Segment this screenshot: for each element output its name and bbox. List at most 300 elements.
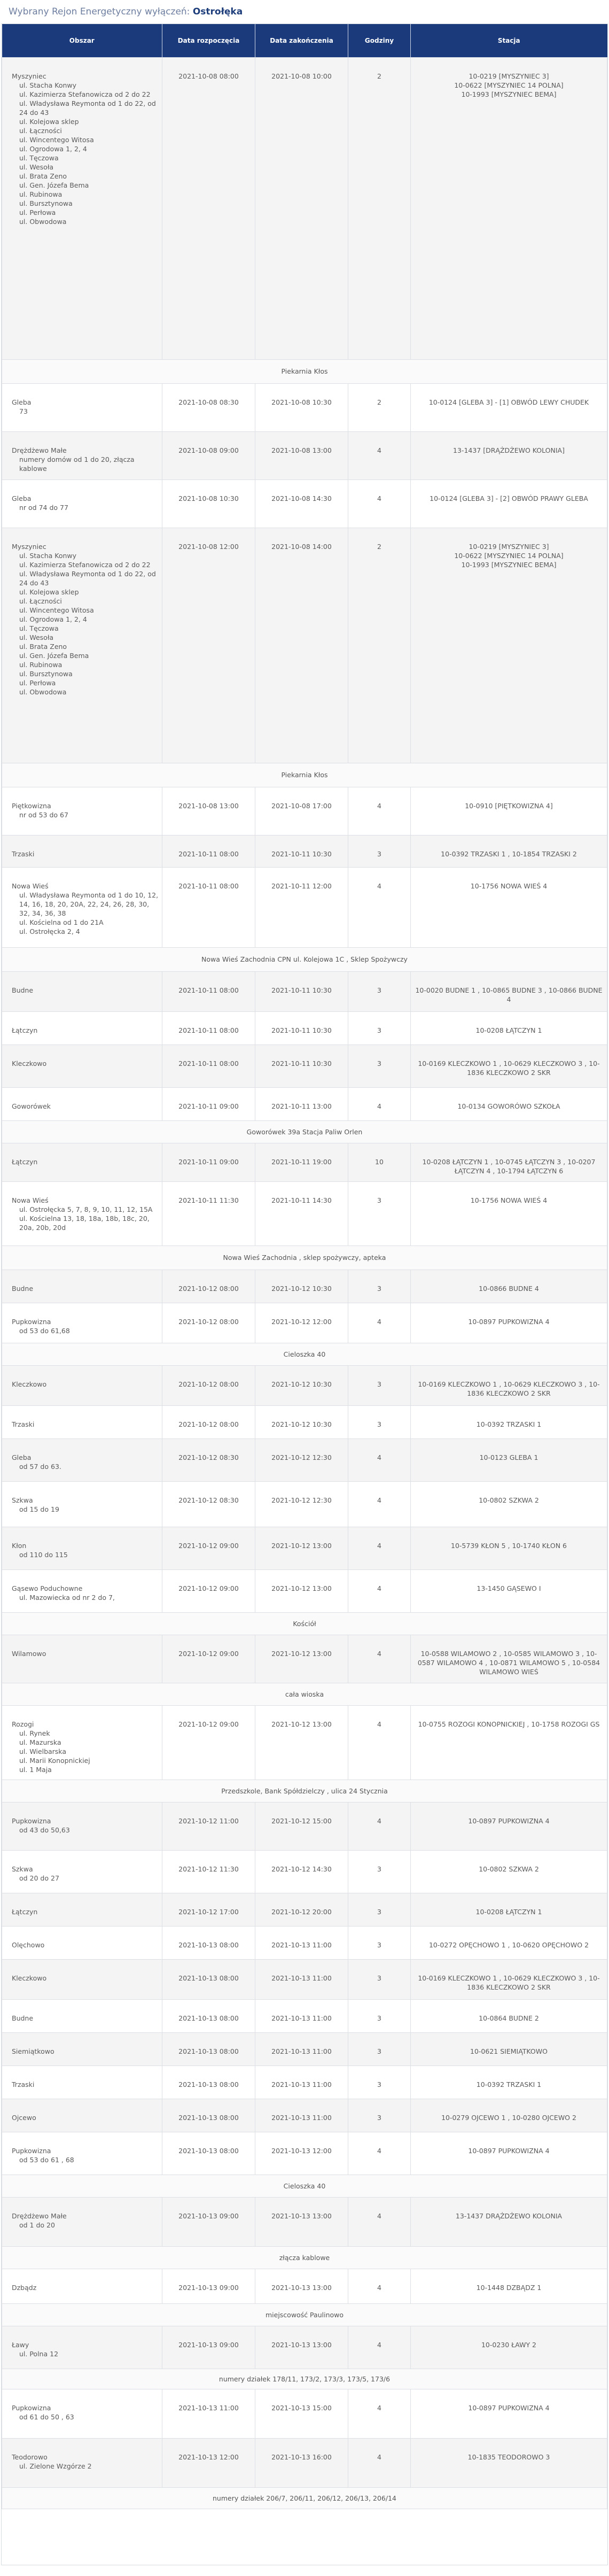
table-row xyxy=(2,2269,607,2303)
end-date-cell: 2021-10-08 14:00 xyxy=(255,528,348,763)
area-name: Gąsewo Poduchowne xyxy=(12,1584,83,1592)
station-cell xyxy=(411,787,607,835)
area-street: ul. Gen. Józefa Bema xyxy=(19,651,89,660)
station-cell xyxy=(411,1303,607,1343)
area-street: ul. Stacha Konwy xyxy=(19,81,77,89)
area-cell xyxy=(2,1893,162,1926)
area-cell xyxy=(2,1011,162,1045)
start-date-cell: 2021-10-13 08:00 xyxy=(162,2032,255,2066)
station-cell xyxy=(411,1926,607,1959)
station-line: 10-0208 ŁĄTCZYN 1 xyxy=(475,1907,542,1916)
start-date-cell: 2021-10-12 08:00 xyxy=(162,1303,255,1343)
table-row xyxy=(2,2099,607,2132)
station-cell xyxy=(411,1999,607,2032)
station-line: 10-5739 KŁON 5 , 10-1740 KŁON 6 xyxy=(451,1541,567,1550)
region-name: Ostrołęka xyxy=(192,6,243,17)
area-name: Szkwa xyxy=(12,1496,33,1504)
area-cell xyxy=(2,2197,162,2246)
area-name: Rozogi xyxy=(12,1720,34,1728)
start-date-cell: 2021-10-12 09:00 xyxy=(162,1527,255,1569)
station-line: 10-0392 TRZASKI 1 xyxy=(476,2080,542,2088)
area-name: Budne xyxy=(12,2014,34,2022)
hours-cell: 3 xyxy=(348,1011,411,1045)
area-name: Ojcewo xyxy=(12,2113,36,2122)
station-cell xyxy=(411,1959,607,1999)
hours-cell: 3 xyxy=(348,1045,411,1087)
start-date-cell: 2021-10-12 17:00 xyxy=(162,1893,255,1926)
end-date-cell: 2021-10-12 13:00 xyxy=(255,1527,348,1569)
station-line: 10-0864 BUDNE 2 xyxy=(479,2014,539,2022)
area-street: ul. Łączności xyxy=(19,597,62,605)
station-line: 10-1448 DZBĄDZ 1 xyxy=(476,2283,542,2292)
area-street: ul. Stacha Konwy xyxy=(19,551,77,560)
end-date-cell: 2021-10-12 12:00 xyxy=(255,1303,348,1343)
area-cell xyxy=(2,1438,162,1481)
end-date-cell: 2021-10-13 11:00 xyxy=(255,2032,348,2066)
station-cell xyxy=(411,2066,607,2099)
table-row xyxy=(2,1045,607,1087)
station-line: 10-0392 TRZASKI 1 xyxy=(476,1420,542,1428)
hours-cell: 4 xyxy=(348,2326,411,2369)
end-date-cell: 2021-10-13 11:00 xyxy=(255,2066,348,2099)
area-name: Drężdżewo Małe xyxy=(12,2211,67,2220)
hours-cell: 4 xyxy=(348,2389,411,2438)
station-line: 10-0208 ŁĄTCZYN 1 xyxy=(475,1026,542,1034)
start-date-cell: 2021-10-13 08:00 xyxy=(162,1999,255,2032)
start-date-cell: 2021-10-11 09:00 xyxy=(162,1143,255,1181)
station-line: 10-0622 [MYSZYNIEC 14 POLNA] xyxy=(454,81,564,89)
station-cell xyxy=(411,1365,607,1405)
table-note-row xyxy=(2,1343,607,1365)
area-cell xyxy=(2,1045,162,1087)
station-line: 10-0134 GOWORÓWO SZKOŁA xyxy=(457,1102,560,1110)
end-date-cell: 2021-10-13 16:00 xyxy=(255,2438,348,2487)
table-row xyxy=(2,1365,607,1405)
start-date-cell: 2021-10-11 08:00 xyxy=(162,867,255,947)
area-name: Myszyniec xyxy=(12,72,46,80)
area-street: ul. Wincentego Witosa xyxy=(19,606,94,614)
station-line: 13-1450 GĄSEWO I xyxy=(477,1584,541,1592)
hours-cell: 2 xyxy=(348,57,411,359)
hours-cell: 4 xyxy=(348,1527,411,1569)
station-line: 10-0755 ROZOGI KONOPNICKIEJ , 10-1758 ROZOGI GS xyxy=(418,1720,600,1728)
table-row xyxy=(2,57,607,359)
start-date-cell: 2021-10-11 08:00 xyxy=(162,971,255,1011)
table-note-row xyxy=(2,2246,607,2269)
note-cell: Piekarnia Kłos xyxy=(2,359,607,383)
area-cell xyxy=(2,1569,162,1612)
start-date-cell: 2021-10-12 09:00 xyxy=(162,1569,255,1612)
start-date-cell: 2021-10-13 11:00 xyxy=(162,2389,255,2438)
table-row xyxy=(2,1705,607,1780)
table-row xyxy=(2,1999,607,2032)
area-cell xyxy=(2,1365,162,1405)
station-line: 10-0219 [MYSZYNIEC 3] xyxy=(469,542,549,551)
end-date-cell: 2021-10-08 14:30 xyxy=(255,479,348,528)
station-cell xyxy=(411,2326,607,2369)
area-street: ul. Brata Zeno xyxy=(19,172,67,180)
area-street: ul. Władysława Reymonta od 1 do 22, od 24 do 43 xyxy=(19,99,156,117)
area-cell xyxy=(2,2326,162,2369)
station-cell xyxy=(411,383,607,431)
station-line: 10-0272 OPĘCHOWO 1 , 10-0620 OPĘCHOWO 2 xyxy=(428,1940,589,1949)
hours-cell: 3 xyxy=(348,2066,411,2099)
hours-cell: 3 xyxy=(348,835,411,867)
col-header-area: Obszar xyxy=(2,24,162,57)
table-row xyxy=(2,431,607,479)
end-date-cell: 2021-10-12 10:30 xyxy=(255,1270,348,1303)
station-cell xyxy=(411,1045,607,1087)
end-date-cell: 2021-10-13 11:00 xyxy=(255,1926,348,1959)
hours-cell: 4 xyxy=(348,2269,411,2303)
station-line: 10-0897 PUPKOWIZNA 4 xyxy=(468,2403,550,2412)
area-street: od 57 do 63. xyxy=(19,1462,61,1471)
station-cell xyxy=(411,1705,607,1780)
note-cell: Piekarnia Kłos xyxy=(2,763,607,787)
hours-cell: 3 xyxy=(348,1959,411,1999)
area-street: ul. Mazurska xyxy=(19,1738,61,1746)
col-header-station: Stacja xyxy=(411,24,607,57)
table-row xyxy=(2,867,607,947)
station-line: 10-1835 TEODOROWO 3 xyxy=(467,2453,550,2461)
station-line: 10-0897 PUPKOWIZNA 4 xyxy=(468,2146,550,2155)
area-street: ul. Ostrołęcka 2, 4 xyxy=(19,927,80,935)
end-date-cell: 2021-10-11 12:00 xyxy=(255,867,348,947)
area-street: ul. Bursztynowa xyxy=(19,669,73,678)
area-cell xyxy=(2,57,162,359)
station-cell xyxy=(411,479,607,528)
start-date-cell: 2021-10-12 11:00 xyxy=(162,1802,255,1850)
note-cell: Przedszkole, Bank Spółdzielczy , ulica 24 Stycznia xyxy=(2,1780,607,1802)
hours-cell: 4 xyxy=(348,2438,411,2487)
end-date-cell: 2021-10-13 15:00 xyxy=(255,2389,348,2438)
area-name: Trzaski xyxy=(12,849,35,858)
area-cell xyxy=(2,2269,162,2303)
station-cell xyxy=(411,1143,607,1181)
area-street: ul. Rubinowa xyxy=(19,660,63,669)
area-cell xyxy=(2,383,162,431)
start-date-cell: 2021-10-08 13:00 xyxy=(162,787,255,835)
area-street: od 53 do 61 , 68 xyxy=(19,2155,74,2164)
start-date-cell: 2021-10-13 08:00 xyxy=(162,2132,255,2175)
area-cell xyxy=(2,528,162,763)
table-row xyxy=(2,383,607,431)
area-street: ul. Kazimierza Stefanowicza od 2 do 22 xyxy=(19,560,151,569)
start-date-cell: 2021-10-13 08:00 xyxy=(162,2066,255,2099)
end-date-cell: 2021-10-13 11:00 xyxy=(255,1999,348,2032)
hours-cell: 3 xyxy=(348,1270,411,1303)
station-line: 10-1756 NOWA WIEŚ 4 xyxy=(470,1196,548,1204)
end-date-cell: 2021-10-13 12:00 xyxy=(255,2132,348,2175)
area-street: ul. Rynek xyxy=(19,1729,50,1737)
area-name: Łątczyn xyxy=(12,1026,38,1034)
area-cell xyxy=(2,2066,162,2099)
table-note-row xyxy=(2,1120,607,1143)
note-cell: Cieloszka 40 xyxy=(2,1343,607,1365)
note-cell: cała wioska xyxy=(2,1683,607,1705)
area-name: Nowa Wieś xyxy=(12,1196,49,1204)
end-date-cell: 2021-10-13 11:00 xyxy=(255,2099,348,2132)
area-street: nr od 53 do 67 xyxy=(19,810,68,819)
hours-cell: 3 xyxy=(348,1365,411,1405)
station-cell xyxy=(411,1893,607,1926)
end-date-cell: 2021-10-13 13:00 xyxy=(255,2269,348,2303)
area-name: Gleba xyxy=(12,398,32,406)
table-row xyxy=(2,1850,607,1893)
station-line: 10-0219 [MYSZYNIEC 3] xyxy=(469,72,549,80)
end-date-cell: 2021-10-11 10:30 xyxy=(255,835,348,867)
end-date-cell: 2021-10-12 13:00 xyxy=(255,1705,348,1780)
hours-cell: 4 xyxy=(348,1635,411,1683)
col-header-end: Data zakończenia xyxy=(255,24,348,57)
start-date-cell: 2021-10-12 08:30 xyxy=(162,1481,255,1527)
area-street: ul. Władysława Reymonta od 1 do 10, 12, 14, 16, 18, 20, 20A, 22, 24, 26, 28, 30, 32, 34, 36, 38 xyxy=(19,891,159,917)
area-cell xyxy=(2,1802,162,1850)
table-row xyxy=(2,1405,607,1438)
station-line: 10-0169 KLECZKOWO 1 , 10-0629 KLECZKOWO 3 , 10-1836 KLECZKOWO 2 SKR xyxy=(418,1059,600,1077)
end-date-cell: 2021-10-11 14:30 xyxy=(255,1181,348,1246)
area-street: ul. Perłowa xyxy=(19,208,56,216)
area-name: Łątczyn xyxy=(12,1157,38,1166)
start-date-cell: 2021-10-13 08:00 xyxy=(162,2099,255,2132)
area-cell xyxy=(2,1959,162,1999)
area-street: ul. Brata Zeno xyxy=(19,642,67,651)
table-row xyxy=(2,1893,607,1926)
area-street: ul. 1 Maja xyxy=(19,1765,52,1774)
hours-cell: 4 xyxy=(348,1087,411,1120)
end-date-cell: 2021-10-13 13:00 xyxy=(255,2326,348,2369)
area-cell xyxy=(2,2099,162,2132)
table-row xyxy=(2,1438,607,1481)
start-date-cell: 2021-10-11 08:00 xyxy=(162,835,255,867)
area-name: Trzaski xyxy=(12,1420,35,1428)
area-name: Szkwa xyxy=(12,1865,33,1873)
table-header-row xyxy=(2,24,607,57)
start-date-cell: 2021-10-12 08:00 xyxy=(162,1270,255,1303)
station-cell xyxy=(411,528,607,763)
area-street: ul. Marii Konopnickiej xyxy=(19,1756,90,1765)
area-cell xyxy=(2,1270,162,1303)
area-name: Myszyniec xyxy=(12,542,46,551)
note-cell: Nowa Wieś Zachodnia , sklep spożywczy, apteka xyxy=(2,1246,607,1270)
station-line: 13-1437 DRĄŻDŻEWO KOLONIA xyxy=(455,2211,563,2220)
station-cell xyxy=(411,2438,607,2487)
hours-cell: 2 xyxy=(348,528,411,763)
area-street: od 110 do 115 xyxy=(19,1550,68,1559)
station-line: 10-0621 SIEMIĄTKOWO xyxy=(470,2047,548,2055)
table-note-row xyxy=(2,1246,607,1270)
area-street: ul. Władysława Reymonta od 1 do 22, od 24 do 43 xyxy=(19,569,156,587)
area-cell xyxy=(2,1999,162,2032)
station-cell xyxy=(411,2099,607,2132)
station-cell xyxy=(411,2197,607,2246)
table-note-row xyxy=(2,947,607,971)
table-row xyxy=(2,2389,607,2438)
table-note-row xyxy=(2,359,607,383)
table-row xyxy=(2,1143,607,1181)
area-street: ul. Kościelna od 1 do 21A xyxy=(19,918,104,926)
start-date-cell: 2021-10-08 09:00 xyxy=(162,431,255,479)
station-line: 10-1993 [MYSZYNIEC BEMA] xyxy=(461,90,557,98)
area-name: Pupkowizna xyxy=(12,1816,51,1825)
area-street: ul. Wincentego Witosa xyxy=(19,135,94,144)
area-street: ul. Wesoła xyxy=(19,163,54,171)
station-cell xyxy=(411,1438,607,1481)
area-street: od 1 do 20 xyxy=(19,2221,55,2229)
area-name: Drężdżewo Małe xyxy=(12,446,67,454)
end-date-cell: 2021-10-08 10:00 xyxy=(255,57,348,359)
area-cell xyxy=(2,431,162,479)
table-row xyxy=(2,1635,607,1683)
table-body xyxy=(2,57,607,2509)
hours-cell: 4 xyxy=(348,2197,411,2246)
table-row xyxy=(2,479,607,528)
station-line: 10-0588 WILAMOWO 2 , 10-0585 WILAMOWO 3 , 10-0587 WILAMOWO 4 , 10-0871 WILAMOWO 5 , 10-0584 WILAMOWO WIEŚ xyxy=(417,1649,600,1676)
area-name: Ławy xyxy=(12,2340,29,2349)
table-row xyxy=(2,1087,607,1120)
station-cell xyxy=(411,1802,607,1850)
area-name: Budne xyxy=(12,1284,34,1293)
end-date-cell: 2021-10-12 12:30 xyxy=(255,1438,348,1481)
area-street: ul. Kościelna 13, 18, 18a, 18b, 18c, 20, 20a, 20b, 20d xyxy=(19,1214,150,1232)
end-date-cell: 2021-10-11 13:00 xyxy=(255,1087,348,1120)
area-street: ul. Ostrołęcka 5, 7, 8, 9, 10, 11, 12, 15A xyxy=(19,1205,153,1213)
area-street: od 15 do 19 xyxy=(19,1505,59,1513)
area-cell xyxy=(2,1705,162,1780)
area-name: Kleczkowo xyxy=(12,1059,47,1067)
area-street: ul. Perłowa xyxy=(19,678,56,687)
start-date-cell: 2021-10-13 09:00 xyxy=(162,2326,255,2369)
area-street: ul. Zielone Wzgórze 2 xyxy=(19,2462,92,2470)
start-date-cell: 2021-10-08 08:30 xyxy=(162,383,255,431)
area-cell xyxy=(2,867,162,947)
area-street: ul. Ogrodowa 1, 2, 4 xyxy=(19,144,87,153)
station-cell xyxy=(411,1527,607,1569)
table-row xyxy=(2,1802,607,1850)
area-street: ul. Tęczowa xyxy=(19,624,59,632)
area-cell xyxy=(2,2389,162,2438)
start-date-cell: 2021-10-13 08:00 xyxy=(162,1926,255,1959)
page-title xyxy=(9,6,243,17)
table-note-row xyxy=(2,2175,607,2197)
station-line: 10-0897 PUPKOWIZNA 4 xyxy=(468,1816,550,1825)
area-name: Łątczyn xyxy=(12,1907,38,1916)
area-street: od 20 do 27 xyxy=(19,1874,59,1882)
area-cell xyxy=(2,2032,162,2066)
start-date-cell: 2021-10-08 10:30 xyxy=(162,479,255,528)
end-date-cell: 2021-10-12 13:00 xyxy=(255,1569,348,1612)
start-date-cell: 2021-10-12 08:00 xyxy=(162,1405,255,1438)
hours-cell: 3 xyxy=(348,1893,411,1926)
area-street: ul. Polna 12 xyxy=(19,2349,59,2358)
area-street: od 53 do 61,68 xyxy=(19,1326,70,1335)
table-row xyxy=(2,1569,607,1612)
station-cell xyxy=(411,2389,607,2438)
hours-cell: 3 xyxy=(348,1405,411,1438)
note-cell: Nowa Wieś Zachodnia CPN ul. Kolejowa 1C , Sklep Spożywczy xyxy=(2,947,607,971)
table-row xyxy=(2,787,607,835)
start-date-cell: 2021-10-11 09:00 xyxy=(162,1087,255,1120)
end-date-cell: 2021-10-12 15:00 xyxy=(255,1802,348,1850)
area-cell xyxy=(2,1850,162,1893)
table-row xyxy=(2,2197,607,2246)
area-name: Pupkowizna xyxy=(12,2146,51,2155)
area-name: Nowa Wieś xyxy=(12,881,49,890)
area-name: Trzaski xyxy=(12,2080,35,2088)
col-header-start: Data rozpoczęcia xyxy=(162,24,255,57)
table-note-row xyxy=(2,1683,607,1705)
end-date-cell: 2021-10-12 20:00 xyxy=(255,1893,348,1926)
area-cell xyxy=(2,787,162,835)
hours-cell: 3 xyxy=(348,971,411,1011)
start-date-cell: 2021-10-12 11:30 xyxy=(162,1850,255,1893)
area-cell xyxy=(2,1181,162,1246)
table-row xyxy=(2,971,607,1011)
page-header xyxy=(0,0,609,24)
outage-table-container xyxy=(1,24,608,2565)
area-street: ul. Mazowiecka od nr 2 do 7, xyxy=(19,1593,115,1602)
area-cell xyxy=(2,1635,162,1683)
area-name: Pupkowizna xyxy=(12,2403,51,2412)
start-date-cell: 2021-10-12 09:00 xyxy=(162,1635,255,1683)
table-row xyxy=(2,2032,607,2066)
area-street: ul. Kazimierza Stefanowicza od 2 do 22 xyxy=(19,90,151,98)
station-cell xyxy=(411,1569,607,1612)
table-row xyxy=(2,1181,607,1246)
area-name: Goworówek xyxy=(12,1102,51,1110)
start-date-cell: 2021-10-13 09:00 xyxy=(162,2197,255,2246)
note-cell: miejscowość Paulinowo xyxy=(2,2303,607,2326)
station-cell xyxy=(411,1087,607,1120)
hours-cell: 4 xyxy=(348,787,411,835)
hours-cell: 4 xyxy=(348,867,411,947)
table-row xyxy=(2,1270,607,1303)
area-street: ul. Ogrodowa 1, 2, 4 xyxy=(19,615,87,623)
station-cell xyxy=(411,1011,607,1045)
station-line: 10-0169 KLECZKOWO 1 , 10-0629 KLECZKOWO 3 , 10-1836 KLECZKOWO 2 SKR xyxy=(418,1974,600,1991)
area-cell xyxy=(2,1527,162,1569)
area-name: Kłon xyxy=(12,1541,27,1550)
station-cell xyxy=(411,2132,607,2175)
start-date-cell: 2021-10-11 08:00 xyxy=(162,1011,255,1045)
area-cell xyxy=(2,2132,162,2175)
area-name: Olęchowo xyxy=(12,1940,45,1949)
start-date-cell: 2021-10-12 09:00 xyxy=(162,1705,255,1780)
station-line: 10-0279 OJCEWO 1 , 10-0280 OJCEWO 2 xyxy=(441,2113,576,2122)
area-cell xyxy=(2,1481,162,1527)
station-line: 10-1993 [MYSZYNIEC BEMA] xyxy=(461,560,557,569)
area-street: nr od 74 do 77 xyxy=(19,503,68,512)
note-cell: Kościół xyxy=(2,1612,607,1635)
area-street: numery domów od 1 do 20, złącza kablowe xyxy=(19,455,135,473)
table-row xyxy=(2,528,607,763)
station-cell xyxy=(411,1405,607,1438)
area-name: Wilamowo xyxy=(12,1649,46,1658)
area-cell xyxy=(2,1087,162,1120)
area-street: ul. Wielbarska xyxy=(19,1747,66,1755)
area-name: Dzbądz xyxy=(12,2283,37,2292)
hours-cell: 2 xyxy=(348,383,411,431)
hours-cell: 3 xyxy=(348,2032,411,2066)
hours-cell: 4 xyxy=(348,1705,411,1780)
area-name: Piętkowizna xyxy=(12,801,51,810)
table-row xyxy=(2,1926,607,1959)
area-street: ul. Obwodowa xyxy=(19,217,67,226)
station-line: 10-0802 SZKWA 2 xyxy=(479,1865,539,1873)
area-name: Kleczkowo xyxy=(12,1974,47,1982)
area-cell xyxy=(2,835,162,867)
station-line: 10-0208 ŁĄTCZYN 1 , 10-0745 ŁĄTCZYN 3 , 10-0207 ŁĄTCZYN 4 , 10-1794 ŁĄTCZYN 6 xyxy=(422,1157,596,1175)
